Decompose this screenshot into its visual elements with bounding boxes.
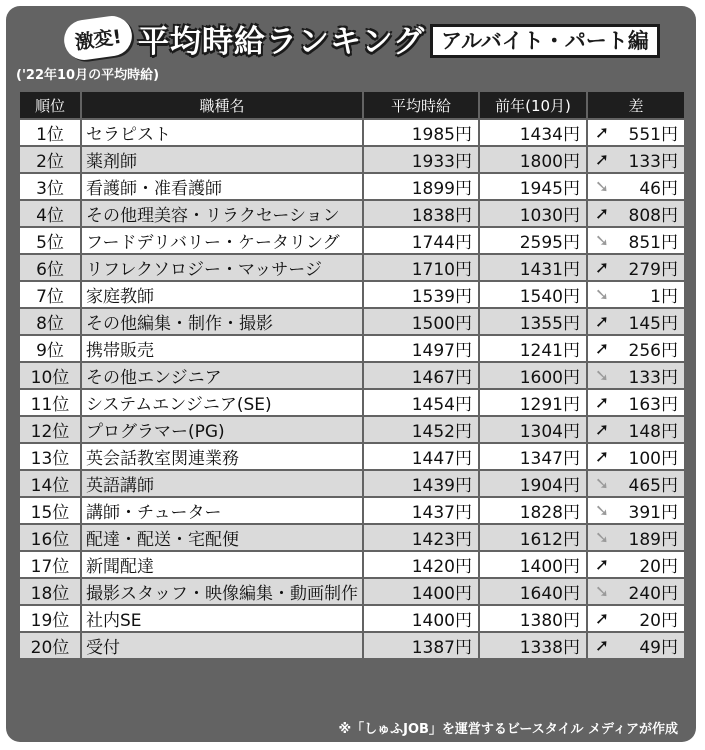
prev-cell: 1030円 xyxy=(479,200,587,227)
wage-cell: 1933円 xyxy=(363,146,479,173)
prev-cell: 1828円 xyxy=(479,497,587,524)
column-header-diff: 差 xyxy=(587,91,685,119)
job-cell: セラピスト xyxy=(81,119,363,146)
rank-cell: 10位 xyxy=(19,362,81,389)
table-row xyxy=(19,173,685,200)
header-row xyxy=(19,91,685,119)
diff-cell xyxy=(587,362,685,389)
column-header-job: 職種名 xyxy=(81,91,363,119)
diff-cell xyxy=(587,578,685,605)
arrow-up-icon: ➚ xyxy=(594,608,610,629)
column-header-rank: 順位 xyxy=(19,91,81,119)
job-cell: 新聞配達 xyxy=(81,551,363,578)
arrow-up-icon: ➚ xyxy=(594,446,610,467)
edition-label: アルバイト・パート編 xyxy=(430,24,660,58)
arrow-down-icon: ➘ xyxy=(594,284,610,305)
prev-cell: 1380円 xyxy=(479,605,587,632)
table-row xyxy=(19,389,685,416)
rank-cell: 9位 xyxy=(19,335,81,362)
wage-cell: 1387円 xyxy=(363,632,479,659)
wage-cell: 1400円 xyxy=(363,578,479,605)
rank-cell: 3位 xyxy=(19,173,81,200)
rank-cell: 7位 xyxy=(19,281,81,308)
table-row xyxy=(19,362,685,389)
diff-cell xyxy=(587,416,685,443)
arrow-up-icon: ➚ xyxy=(594,392,610,413)
rank-cell: 14位 xyxy=(19,470,81,497)
diff-cell xyxy=(587,497,685,524)
diff-value: 20円 xyxy=(639,557,678,577)
table-row xyxy=(19,119,685,146)
title-row xyxy=(6,12,696,62)
diff-cell xyxy=(587,551,685,578)
prev-cell: 1612円 xyxy=(479,524,587,551)
prev-cell: 1600円 xyxy=(479,362,587,389)
job-cell: その他編集・制作・撮影 xyxy=(81,308,363,335)
prev-cell: 1945円 xyxy=(479,173,587,200)
diff-value: 240円 xyxy=(628,584,678,604)
arrow-down-icon: ➘ xyxy=(594,176,610,197)
wage-cell: 1497円 xyxy=(363,335,479,362)
prev-cell: 1640円 xyxy=(479,578,587,605)
diff-cell xyxy=(587,119,685,146)
wage-cell: 1539円 xyxy=(363,281,479,308)
table-row xyxy=(19,443,685,470)
diff-cell xyxy=(587,335,685,362)
table-row xyxy=(19,632,685,659)
job-cell: 講師・チューター xyxy=(81,497,363,524)
wage-cell: 1423円 xyxy=(363,524,479,551)
diff-value: 133円 xyxy=(628,152,678,172)
job-cell: 英会話教室関連業務 xyxy=(81,443,363,470)
table-row xyxy=(19,146,685,173)
job-cell: その他理美容・リラクセーション xyxy=(81,200,363,227)
job-cell: システムエンジニア(SE) xyxy=(81,389,363,416)
diff-cell xyxy=(587,200,685,227)
wage-cell: 1744円 xyxy=(363,227,479,254)
job-cell: リフレクソロジー・マッサージ xyxy=(81,254,363,281)
job-cell: 看護師・准看護師 xyxy=(81,173,363,200)
job-cell: 撮影スタッフ・映像編集・動画制作 xyxy=(81,578,363,605)
diff-cell xyxy=(587,173,685,200)
prev-cell: 1241円 xyxy=(479,335,587,362)
badge: 激変! xyxy=(62,13,135,62)
arrow-down-icon: ➘ xyxy=(594,473,610,494)
arrow-up-icon: ➚ xyxy=(594,635,610,656)
diff-cell xyxy=(587,389,685,416)
diff-cell xyxy=(587,443,685,470)
column-header-wage: 平均時給 xyxy=(363,91,479,119)
prev-cell: 1434円 xyxy=(479,119,587,146)
table-row xyxy=(19,281,685,308)
table-row xyxy=(19,605,685,632)
wage-cell: 1500円 xyxy=(363,308,479,335)
job-cell: 携帯販売 xyxy=(81,335,363,362)
table-row xyxy=(19,578,685,605)
diff-value: 1円 xyxy=(650,287,678,307)
wage-cell: 1437円 xyxy=(363,497,479,524)
table-row xyxy=(19,308,685,335)
diff-value: 148円 xyxy=(628,422,678,442)
arrow-down-icon: ➘ xyxy=(594,500,610,521)
job-cell: プログラマー(PG) xyxy=(81,416,363,443)
diff-value: 49円 xyxy=(639,638,678,658)
rank-cell: 6位 xyxy=(19,254,81,281)
diff-cell xyxy=(587,632,685,659)
rank-cell: 16位 xyxy=(19,524,81,551)
prev-cell: 1400円 xyxy=(479,551,587,578)
arrow-up-icon: ➚ xyxy=(594,149,610,170)
rank-cell: 19位 xyxy=(19,605,81,632)
date-note: ('22年10月の平均時給) xyxy=(16,68,160,83)
rank-cell: 1位 xyxy=(19,119,81,146)
prev-cell: 2595円 xyxy=(479,227,587,254)
diff-cell xyxy=(587,146,685,173)
diff-value: 163円 xyxy=(628,395,678,415)
diff-value: 851円 xyxy=(628,233,678,253)
diff-cell xyxy=(587,470,685,497)
rank-cell: 18位 xyxy=(19,578,81,605)
rank-cell: 4位 xyxy=(19,200,81,227)
wage-cell: 1454円 xyxy=(363,389,479,416)
prev-cell: 1291円 xyxy=(479,389,587,416)
diff-cell xyxy=(587,254,685,281)
diff-value: 808円 xyxy=(628,206,678,226)
diff-value: 133円 xyxy=(628,368,678,388)
diff-value: 46円 xyxy=(639,179,678,199)
prev-cell: 1540円 xyxy=(479,281,587,308)
diff-value: 256円 xyxy=(628,341,678,361)
arrow-up-icon: ➚ xyxy=(594,257,610,278)
prev-cell: 1800円 xyxy=(479,146,587,173)
arrow-down-icon: ➘ xyxy=(594,230,610,251)
arrow-down-icon: ➘ xyxy=(594,365,610,386)
rank-cell: 20位 xyxy=(19,632,81,659)
diff-value: 391円 xyxy=(628,503,678,523)
wage-cell: 1710円 xyxy=(363,254,479,281)
diff-value: 551円 xyxy=(628,125,678,145)
wage-cell: 1452円 xyxy=(363,416,479,443)
prev-cell: 1431円 xyxy=(479,254,587,281)
table-row xyxy=(19,227,685,254)
table-row xyxy=(19,551,685,578)
arrow-up-icon: ➚ xyxy=(594,338,610,359)
table-row xyxy=(19,524,685,551)
wage-cell: 1447円 xyxy=(363,443,479,470)
wage-cell: 1985円 xyxy=(363,119,479,146)
rank-cell: 2位 xyxy=(19,146,81,173)
page-title: 平均時給ランキング xyxy=(138,24,426,60)
arrow-up-icon: ➚ xyxy=(594,311,610,332)
job-cell: 社内SE xyxy=(81,605,363,632)
rank-cell: 15位 xyxy=(19,497,81,524)
diff-value: 279円 xyxy=(628,260,678,280)
source-note: ※「しゅふJOB」を運営するビースタイル メディアが作成 xyxy=(338,722,678,737)
diff-value: 145円 xyxy=(628,314,678,334)
diff-cell xyxy=(587,524,685,551)
table-row xyxy=(19,497,685,524)
job-cell: 受付 xyxy=(81,632,363,659)
arrow-up-icon: ➚ xyxy=(594,122,610,143)
wage-cell: 1899円 xyxy=(363,173,479,200)
job-cell: 英語講師 xyxy=(81,470,363,497)
rank-cell: 17位 xyxy=(19,551,81,578)
wage-cell: 1400円 xyxy=(363,605,479,632)
job-cell: フードデリバリー・ケータリング xyxy=(81,227,363,254)
diff-value: 100円 xyxy=(628,449,678,469)
diff-cell xyxy=(587,605,685,632)
wage-cell: 1838円 xyxy=(363,200,479,227)
prev-cell: 1355円 xyxy=(479,308,587,335)
table-row xyxy=(19,470,685,497)
prev-cell: 1304円 xyxy=(479,416,587,443)
wage-cell: 1467円 xyxy=(363,362,479,389)
table-row xyxy=(19,416,685,443)
arrow-up-icon: ➚ xyxy=(594,554,610,575)
diff-value: 465円 xyxy=(628,476,678,496)
arrow-down-icon: ➘ xyxy=(594,581,610,602)
diff-value: 20円 xyxy=(639,611,678,631)
diff-cell xyxy=(587,281,685,308)
wage-cell: 1439円 xyxy=(363,470,479,497)
prev-cell: 1347円 xyxy=(479,443,587,470)
job-cell: 配達・配送・宅配便 xyxy=(81,524,363,551)
prev-cell: 1904円 xyxy=(479,470,587,497)
table-row xyxy=(19,335,685,362)
arrow-up-icon: ➚ xyxy=(594,419,610,440)
wage-cell: 1420円 xyxy=(363,551,479,578)
rank-cell: 8位 xyxy=(19,308,81,335)
rank-cell: 12位 xyxy=(19,416,81,443)
diff-value: 189円 xyxy=(628,530,678,550)
rank-cell: 13位 xyxy=(19,443,81,470)
diff-cell xyxy=(587,308,685,335)
table-row xyxy=(19,254,685,281)
arrow-down-icon: ➘ xyxy=(594,527,610,548)
ranking-panel xyxy=(6,6,696,742)
prev-cell: 1338円 xyxy=(479,632,587,659)
table-row xyxy=(19,200,685,227)
job-cell: その他エンジニア xyxy=(81,362,363,389)
arrow-up-icon: ➚ xyxy=(594,203,610,224)
job-cell: 家庭教師 xyxy=(81,281,363,308)
diff-cell xyxy=(587,227,685,254)
ranking-table xyxy=(18,90,686,660)
rank-cell: 11位 xyxy=(19,389,81,416)
column-header-prev: 前年(10月) xyxy=(479,91,587,119)
rank-cell: 5位 xyxy=(19,227,81,254)
job-cell: 薬剤師 xyxy=(81,146,363,173)
